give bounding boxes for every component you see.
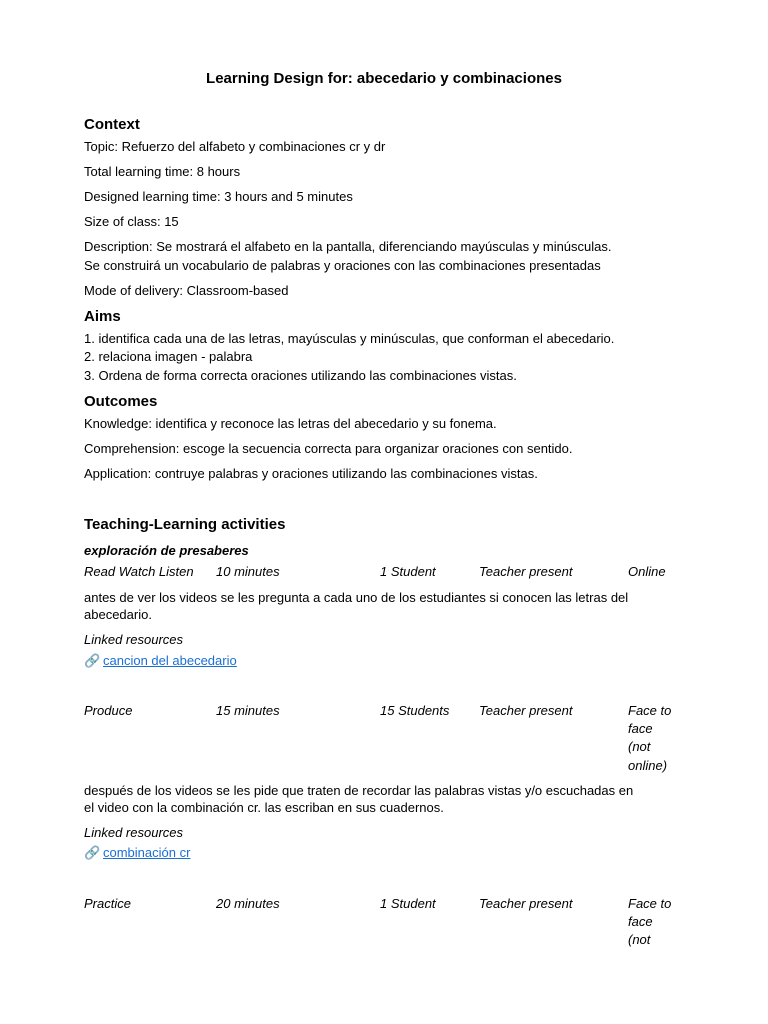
- resource-link-label: combinación cr: [103, 845, 191, 860]
- activity-type: Produce: [84, 703, 133, 718]
- total-time-line: Total learning time: 8 hours: [84, 164, 241, 179]
- activity-duration: 10 minutes: [216, 564, 280, 579]
- outcome-comprehension: Comprehension: escoge la secuencia correcta para organizar oraciones con sentido.: [84, 441, 573, 456]
- activity-group: 1 Student: [380, 896, 436, 911]
- resource-link[interactable]: [84, 653, 237, 669]
- activity-type: Read Watch Listen: [84, 564, 194, 579]
- aims-heading: Aims: [84, 308, 121, 325]
- link-icon: 🔗: [84, 845, 101, 860]
- activity-duration: 15 minutes: [216, 703, 280, 718]
- activity-mode: Online: [628, 564, 666, 579]
- activity-description-line-2: el video con la combinación cr. las escriban en sus cuadernos.: [84, 800, 444, 815]
- linked-resources-label: Linked resources: [84, 632, 183, 647]
- description-line-1: Description: Se mostrará el alfabeto en la pantalla, diferenciando mayúsculas y minúsculas.: [84, 239, 612, 254]
- topic-line: Topic: Refuerzo del alfabeto y combinaciones cr y dr: [84, 139, 386, 154]
- activity-type: Practice: [84, 896, 131, 911]
- designed-time-line: Designed learning time: 3 hours and 5 minutes: [84, 189, 353, 204]
- class-size-line: Size of class: 15: [84, 214, 179, 229]
- resource-link-label: cancion del abecedario: [103, 653, 237, 668]
- page-title: Learning Design for: abecedario y combinaciones: [206, 70, 562, 87]
- description-line-2: Se construirá un vocabulario de palabras y oraciones con las combinaciones presentadas: [84, 258, 601, 273]
- activity-group: 15 Students: [380, 703, 450, 718]
- activity-description-line-1: después de los videos se les pide que traten de recordar las palabras vistas y/o escuchadas en: [84, 783, 634, 798]
- activity-description-line-1: antes de ver los videos se les pregunta a cada uno de los estudiantes si conocen las letras del: [84, 590, 629, 605]
- activity-description-line-2: abecedario.: [84, 607, 152, 622]
- activity-teacher: Teacher present: [479, 703, 573, 718]
- aim-item: 3. Ordena de forma correcta oraciones utilizando las combinaciones vistas.: [84, 368, 517, 383]
- activity-duration: 20 minutes: [216, 896, 280, 911]
- activity-teacher: Teacher present: [479, 896, 573, 911]
- resource-link[interactable]: [84, 845, 190, 861]
- linked-resources-label: Linked resources: [84, 825, 183, 840]
- aim-item: 1. identifica cada una de las letras, mayúsculas y minúsculas, que conforman el abecedario.: [84, 331, 615, 346]
- activity-teacher: Teacher present: [479, 564, 573, 579]
- outcomes-heading: Outcomes: [84, 393, 158, 410]
- activity-mode: face: [628, 721, 653, 736]
- delivery-line: Mode of delivery: Classroom-based: [84, 283, 289, 298]
- outcome-knowledge: Knowledge: identifica y reconoce las letras del abecedario y su fonema.: [84, 416, 497, 431]
- link-icon: 🔗: [84, 653, 101, 668]
- activity-mode: Face to: [628, 896, 672, 911]
- teaching-heading: Teaching-Learning activities: [84, 516, 286, 533]
- activity-mode: face: [628, 914, 653, 929]
- activity-mode: (not: [628, 932, 651, 947]
- outcome-application: Application: contruye palabras y oraciones utilizando las combinaciones vistas.: [84, 466, 538, 481]
- teaching-subheading: exploración de presaberes: [84, 543, 249, 558]
- activity-group: 1 Student: [380, 564, 436, 579]
- activity-mode: (not: [628, 739, 651, 754]
- context-heading: Context: [84, 116, 140, 133]
- activity-mode: Face to: [628, 703, 672, 718]
- aim-item: 2. relaciona imagen - palabra: [84, 349, 253, 364]
- activity-mode: online): [628, 758, 668, 773]
